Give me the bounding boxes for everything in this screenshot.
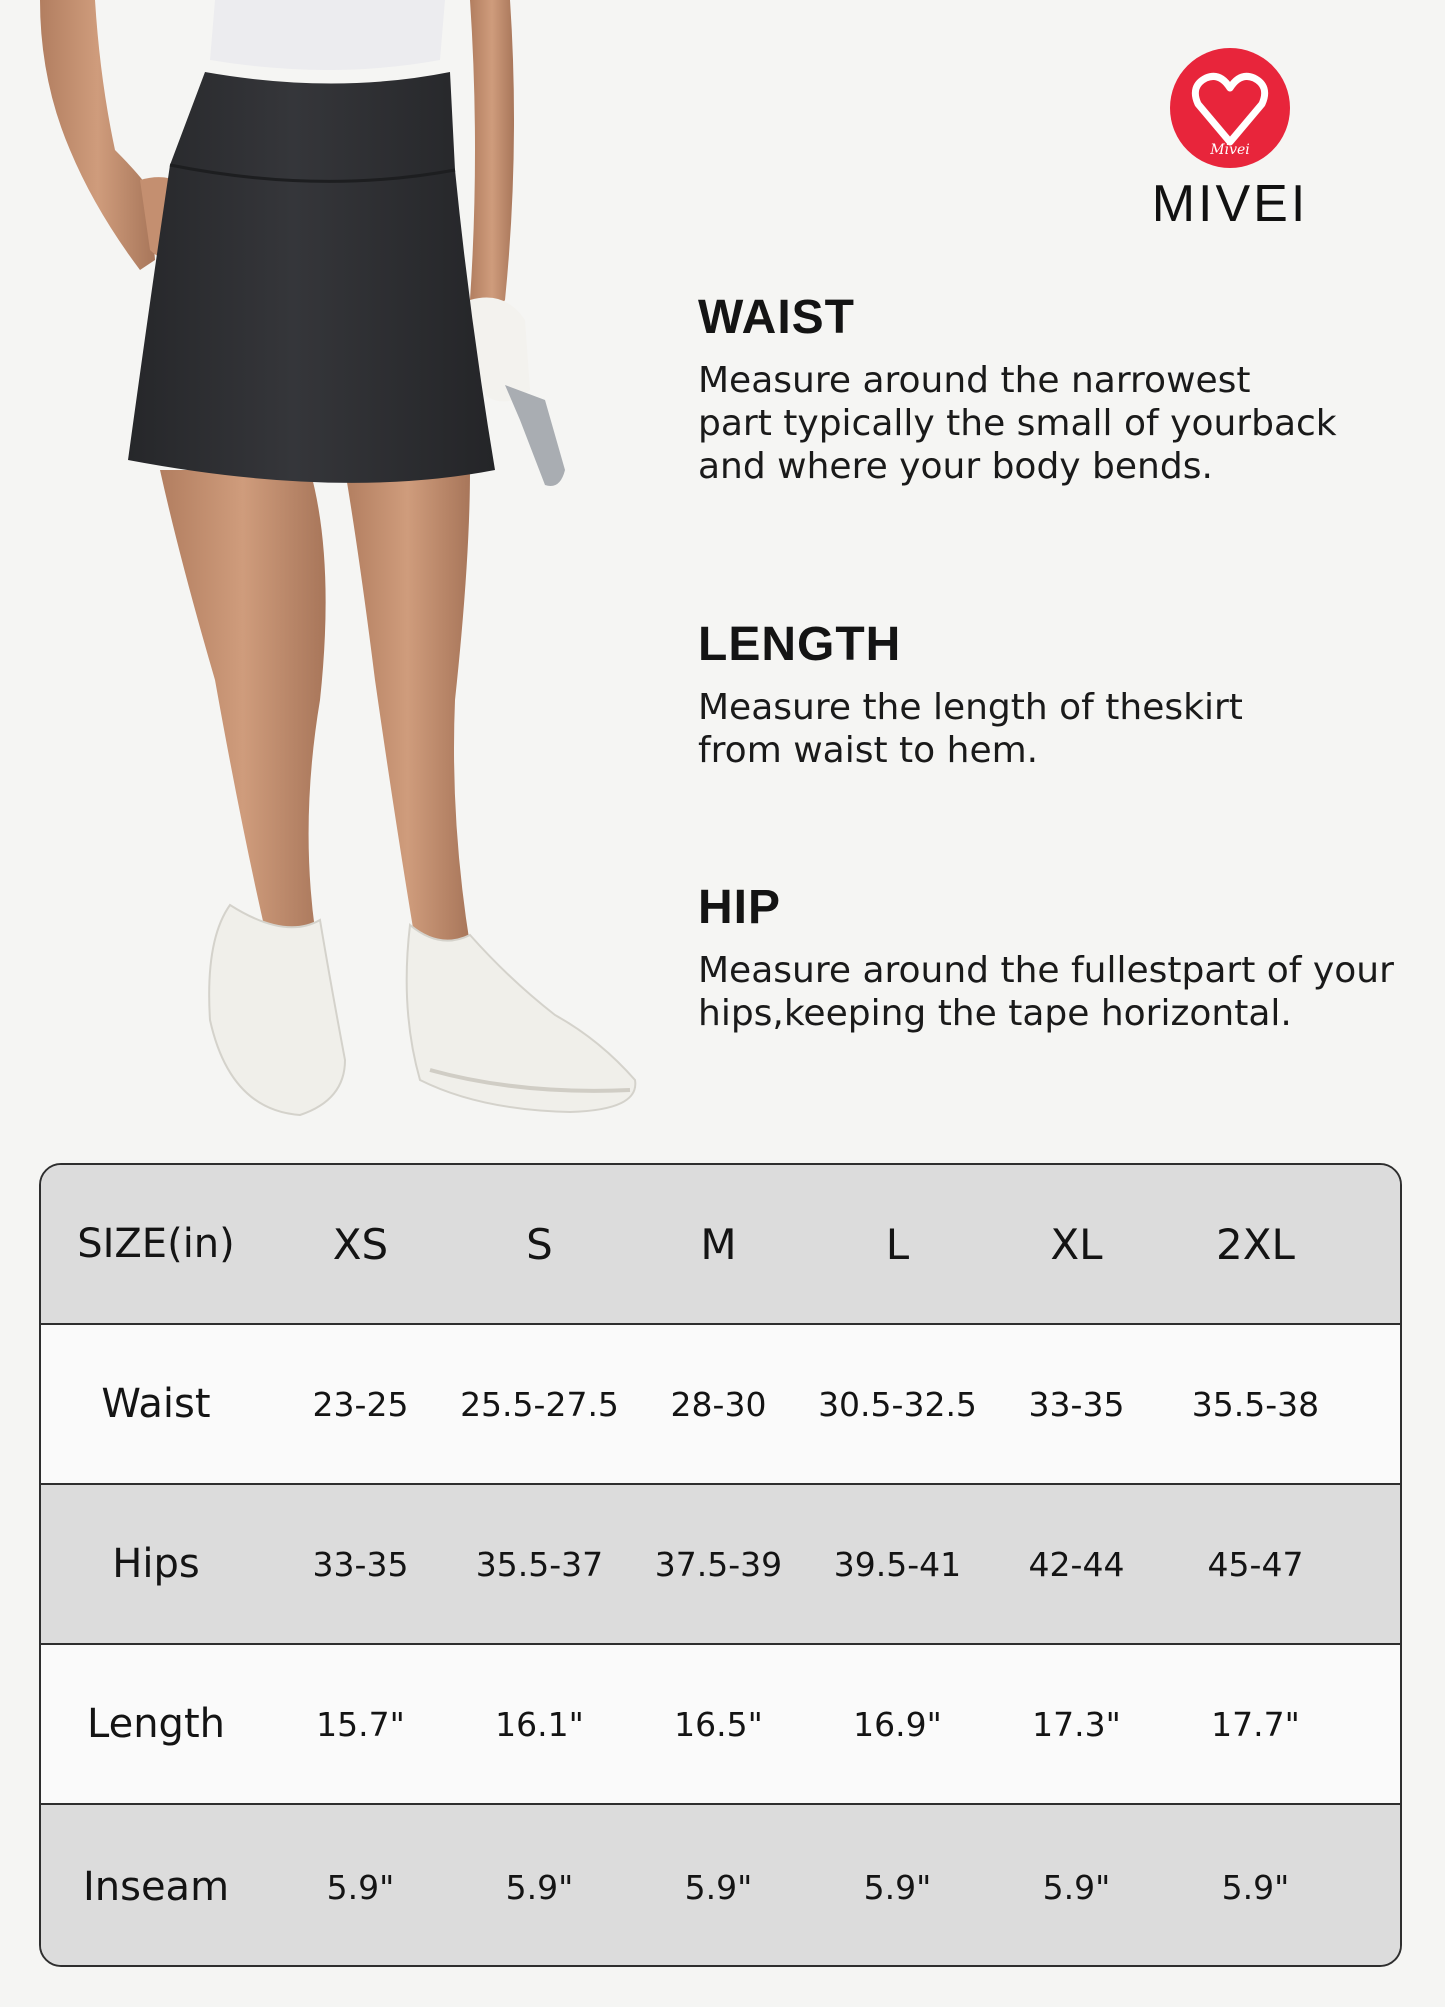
row-label: Length xyxy=(87,1701,225,1747)
golf-club xyxy=(505,385,565,486)
size-header: 2XL xyxy=(1216,1219,1295,1269)
table-row-waist xyxy=(41,1325,1400,1485)
table-cell: 16.9" xyxy=(853,1704,942,1744)
table-cell: 5.9" xyxy=(684,1867,753,1907)
guide-hip-title: HIP xyxy=(698,881,782,934)
row-label: Hips xyxy=(112,1541,200,1587)
row-label: Waist xyxy=(101,1381,211,1427)
white-top xyxy=(210,0,445,70)
table-cell: 28-30 xyxy=(670,1384,767,1424)
size-header: M xyxy=(700,1219,737,1269)
table-cell: 17.3" xyxy=(1032,1704,1121,1744)
table-header-row xyxy=(41,1165,1400,1325)
guide-waist xyxy=(698,290,1418,488)
table-cell: 45-47 xyxy=(1207,1544,1304,1584)
table-cell: 42-44 xyxy=(1028,1544,1125,1584)
table-cell: 5.9" xyxy=(326,1867,395,1907)
table-cell: 5.9" xyxy=(1221,1867,1290,1907)
table-row-length xyxy=(41,1645,1400,1805)
header-label: SIZE(in) xyxy=(77,1221,235,1267)
size-chart-table xyxy=(39,1163,1402,1967)
table-cell: 33-35 xyxy=(312,1544,409,1584)
heart-logo-icon xyxy=(1168,46,1292,170)
size-header: XS xyxy=(332,1219,389,1269)
row-label: Inseam xyxy=(82,1864,230,1910)
table-cell: 5.9" xyxy=(1042,1867,1111,1907)
table-row-inseam xyxy=(41,1805,1400,1967)
table-cell: 35.5-37 xyxy=(475,1544,604,1584)
guide-length-text: Measure the length of theskirt from waist to hem. xyxy=(698,687,1243,771)
model-photo xyxy=(0,0,660,1130)
table-cell: 25.5-27.5 xyxy=(460,1384,619,1424)
guide-hip-text: Measure around the fullestpart of your hips,keeping the tape horizontal. xyxy=(698,950,1394,1034)
table-cell: 23-25 xyxy=(312,1384,409,1424)
left-arm xyxy=(40,0,155,270)
table-cell: 17.7" xyxy=(1211,1704,1300,1744)
guide-length-title: LENGTH xyxy=(698,618,902,671)
table-cell: 35.5-38 xyxy=(1191,1384,1320,1424)
table-cell: 5.9" xyxy=(863,1867,932,1907)
table-cell: 30.5-32.5 xyxy=(818,1384,977,1424)
size-header: S xyxy=(526,1219,553,1269)
table-cell: 16.5" xyxy=(674,1704,763,1744)
table-cell: 16.1" xyxy=(495,1704,584,1744)
brand-logo xyxy=(1130,46,1330,234)
right-leg xyxy=(345,470,470,945)
table-row-hips xyxy=(41,1485,1400,1645)
guide-hip xyxy=(698,880,1418,1035)
size-header: L xyxy=(885,1219,910,1269)
table-cell: 33-35 xyxy=(1028,1384,1125,1424)
table-cell: 5.9" xyxy=(505,1867,574,1907)
guide-waist-text: Measure around the narrowest part typically the small of yourback and where your body bends. xyxy=(698,360,1337,487)
right-shoe xyxy=(407,925,636,1112)
left-shoe xyxy=(209,905,345,1115)
table-cell: 37.5-39 xyxy=(654,1544,783,1584)
brand-name: MIVEI xyxy=(1151,175,1309,233)
guide-length xyxy=(698,617,1418,772)
size-header: XL xyxy=(1050,1219,1103,1269)
left-leg xyxy=(160,470,326,930)
table-cell: 15.7" xyxy=(316,1704,405,1744)
table-cell: 39.5-41 xyxy=(833,1544,962,1584)
skirt xyxy=(128,72,495,483)
guide-waist-title: WAIST xyxy=(698,291,855,344)
badge-script: Mivei xyxy=(1210,142,1250,158)
